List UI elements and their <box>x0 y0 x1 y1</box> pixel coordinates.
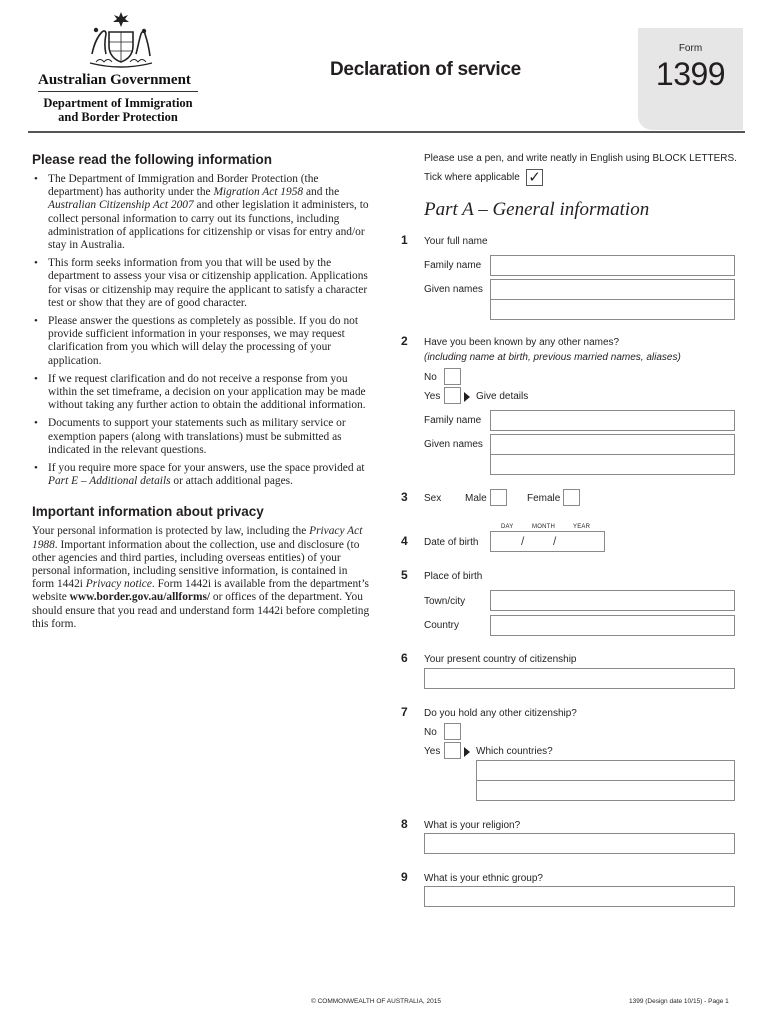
q5-town-label: Town/city <box>424 596 466 607</box>
q5-number: 5 <box>401 568 408 582</box>
q3-number: 3 <box>401 490 408 504</box>
read-information-heading: Please read the following information <box>32 152 273 167</box>
q7-no-label: No <box>424 727 437 738</box>
arrow-right-icon <box>464 747 470 757</box>
q4-label: Date of birth <box>424 537 479 548</box>
form-number: 1399 <box>655 56 726 92</box>
q7-label: Do you hold any other citizenship? <box>424 708 577 719</box>
department-name <box>38 96 198 124</box>
q7-number: 7 <box>401 705 408 719</box>
department-line-2: and Border Protection <box>58 110 178 124</box>
q7-countries-input-1[interactable] <box>476 760 735 781</box>
q7-which-countries-label: Which countries? <box>476 746 553 757</box>
q3-male-checkbox[interactable] <box>490 489 507 506</box>
q3-label: Sex <box>424 493 442 504</box>
q6-number: 6 <box>401 651 408 665</box>
government-divider <box>38 91 198 92</box>
q9-number: 9 <box>401 870 408 884</box>
q2-no-checkbox[interactable] <box>444 368 461 385</box>
q2-given-names-label: Given names <box>424 439 483 450</box>
q1-given-names-label: Given names <box>424 284 483 295</box>
q7-countries-input-2[interactable] <box>476 780 735 801</box>
q7-yes-checkbox[interactable] <box>444 742 461 759</box>
q1-label: Your full name <box>424 236 488 247</box>
q2-give-details-label: Give details <box>476 391 529 402</box>
q4-date-separator-2: / <box>553 534 557 548</box>
page-info: 1399 (Design date 10/15) - Page 1 <box>629 998 729 1005</box>
q9-label: What is your ethnic group? <box>424 873 543 884</box>
q3-female-checkbox[interactable] <box>563 489 580 506</box>
privacy-heading: Important information about privacy <box>32 504 264 520</box>
info-bullet-4: • If we request clarification and do not receive a response from you within the set timeframe, a decision on your application may be made without taking any further action to obtain the additional information. <box>32 373 372 413</box>
q2-yes-checkbox[interactable] <box>444 387 461 404</box>
q2-family-name-input[interactable] <box>490 410 735 431</box>
q8-religion-input[interactable] <box>424 833 735 854</box>
pen-instruction: Please use a pen, and write neatly in English using BLOCK LETTERS. <box>424 153 737 164</box>
q7-yes-label: Yes <box>424 746 441 757</box>
q3-male-label: Male <box>465 493 487 504</box>
q4-date-separator-1: / <box>521 534 525 548</box>
info-bullet-3: • Please answer the questions as completely as possible. If you do not provide sufficient information in your responses, we may request clarification from you which will delay the processing of your application. <box>32 315 372 368</box>
q2-given-names-input-2[interactable] <box>490 454 735 475</box>
q1-number: 1 <box>401 233 408 247</box>
copyright-notice: © COMMONWEALTH OF AUSTRALIA, 2015 <box>311 998 441 1005</box>
q5-country-input[interactable] <box>490 615 735 636</box>
q1-family-name-input[interactable] <box>490 255 735 276</box>
q7-no-checkbox[interactable] <box>444 723 461 740</box>
q5-town-input[interactable] <box>490 590 735 611</box>
q8-number: 8 <box>401 817 408 831</box>
q2-family-name-label: Family name <box>424 415 482 426</box>
q2-sublabel: (including name at birth, previous married names, aliases) <box>424 352 681 363</box>
q3-female-label: Female <box>527 493 561 504</box>
q1-family-name-label: Family name <box>424 260 482 271</box>
q2-no-label: No <box>424 372 437 383</box>
coat-of-arms-crest <box>84 10 158 70</box>
q6-citizenship-input[interactable] <box>424 668 735 689</box>
q4-day-label: DAY <box>501 524 514 530</box>
q1-given-names-input-2[interactable] <box>490 299 735 320</box>
info-bullet-2: • This form seeks information from you that will be used by the department to assess your visa or citizenship application. Applications for visas or citizenship may require the applicant to satisfy a character test or show that they are of good character. <box>32 257 372 310</box>
q2-given-names-input-1[interactable] <box>490 434 735 455</box>
q4-date-of-birth-input[interactable] <box>490 531 605 552</box>
tick-instruction: Tick where applicable <box>424 172 520 183</box>
header-divider <box>28 131 745 133</box>
q1-given-names-input-1[interactable] <box>490 279 735 300</box>
info-bullet-6: • If you require more space for your answers, use the space provided at Part E – Additional details or attach additional pages. <box>32 462 372 488</box>
info-bullet-1: • The Department of Immigration and Border Protection (the department) has authority under the Migration Act 1958 and the Australian Citizenship Act 2007 and other legislation it administers, to collect personal information to carry out its functions, including administration of applications for citizenship or visas for entry and/or stay in Australia. <box>32 173 372 252</box>
q5-country-label: Country <box>424 620 460 631</box>
document-title: Declaration of service <box>330 59 521 80</box>
information-list <box>32 173 372 488</box>
q2-number: 2 <box>401 334 408 348</box>
government-name: Australian Government <box>38 72 191 88</box>
form-label: Form <box>678 43 703 54</box>
information-column <box>32 152 372 631</box>
q4-month-label: MONTH <box>532 524 555 530</box>
arrow-right-icon <box>464 392 470 402</box>
q8-label: What is your religion? <box>424 820 521 831</box>
q2-yes-label: Yes <box>424 391 441 402</box>
q9-ethnic-group-input[interactable] <box>424 886 735 907</box>
department-line-1: Department of Immigration <box>43 96 193 110</box>
q2-label: Have you been known by any other names? <box>424 337 620 348</box>
info-bullet-5: • Documents to support your statements such as military service or exemption papers (along with translations) must be submitted as indicated in the relevant questions. <box>32 417 372 457</box>
q6-label: Your present country of citizenship <box>424 654 577 665</box>
privacy-text: Your personal information is protected by law, including the Privacy Act 1988. Important information about the collection, use and disclosure (to other agencies and third parties, including overseas entities) of your personal information, including sensitive information, is contained in form 1442i Privacy notice. Form 1442i is available from the department’s website www.border.gov.au/allforms/ or offices of the department. You should ensure that you read and understand form 1442i before completing this form. <box>32 525 370 630</box>
tick-example-icon: ✓ <box>526 169 543 186</box>
q4-year-label: YEAR <box>573 524 591 530</box>
q5-label: Place of birth <box>424 571 483 582</box>
q4-number: 4 <box>401 534 408 548</box>
part-a-title: Part A – General information <box>424 199 650 220</box>
